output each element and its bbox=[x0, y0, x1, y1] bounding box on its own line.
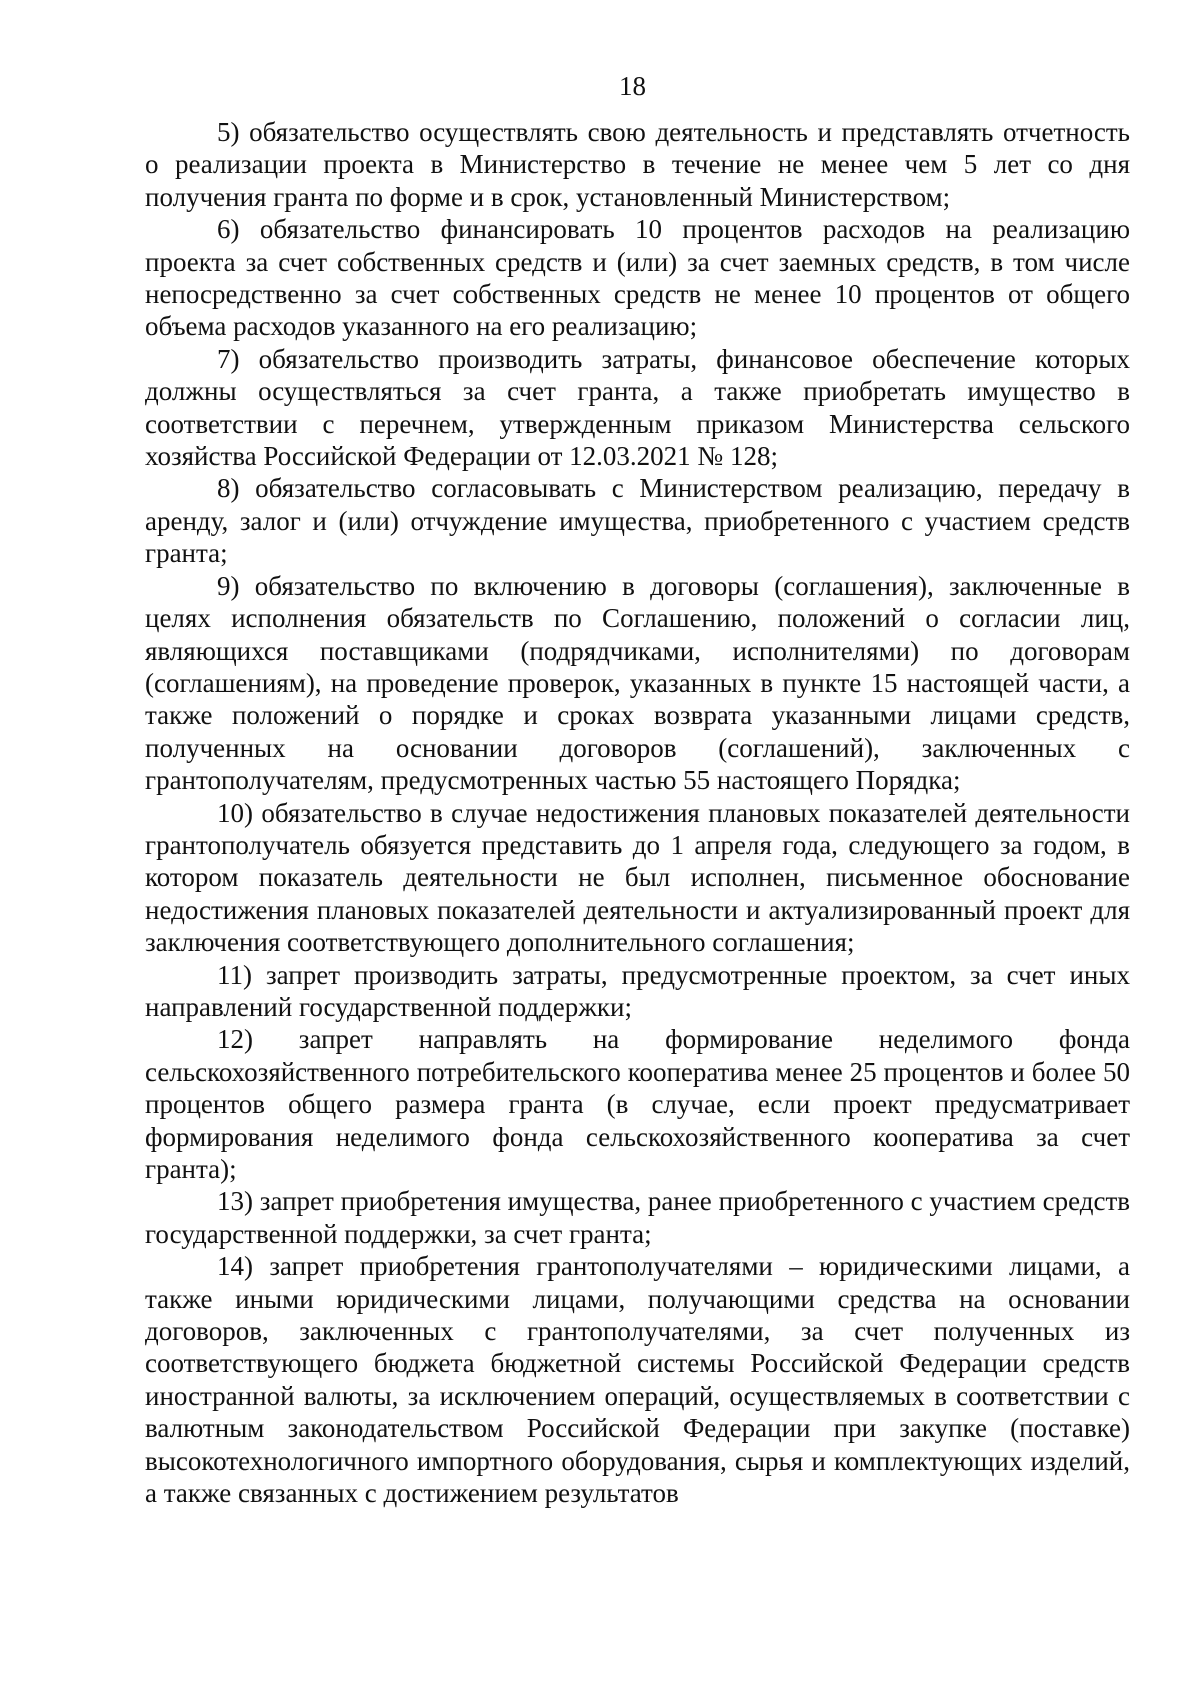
list-item-13: 13) запрет приобретения имущества, ранее приобретенного с участием средств государственной поддержки, за счет гранта; bbox=[145, 1186, 1130, 1249]
list-item-12: 12) запрет направлять на формирование неделимого фонда сельскохозяйственного потребительского кооператива менее 25 процентов и более 50 процентов общего размера гранта (в случае, если проект предусматривает формирования неделимого фонда сельскохозяйственного кооператива за счет гранта); bbox=[145, 1024, 1130, 1184]
list-item-5: 5) обязательство осуществлять свою деятельность и представлять отчетность о реализации проекта в Министерство в течение не менее чем 5 лет со дня получения гранта по форме и в срок, установленный Министерством; bbox=[145, 117, 1130, 212]
page-number: 18 bbox=[619, 71, 646, 101]
list-item-10: 10) обязательство в случае недостижения плановых показателей деятельности грантополучатель обязуется представить до 1 апреля года, следующего за годом, в котором показатель деятельности не был исполнен, письменное обоснование недостижения плановых показателей деятельности и актуализированный проект для заключения соответствующего дополнительного соглашения; bbox=[145, 797, 1130, 958]
list-item-11: 11) запрет производить затраты, предусмотренные проектом, за счет иных направлений государственной поддержки; bbox=[145, 959, 1130, 1022]
list-item-14: 14) запрет приобретения грантополучателями – юридическими лицами, а также иными юридическими лицами, получающими средства на основании договоров, заключенных с грантополучателями, за счет полученных из соответствующего бюджета бюджетной системы Российской Федерации средств иностранной валюты, за исключением операций, осуществляемых в соответствии с валютным законодательством Российской Федерации при закупке (поставке) высокотехнологичного импортного оборудования, сырья и комплектующих изделий, а также связанных с достижением результатов bbox=[145, 1251, 1130, 1509]
list-item-7: 7) обязательство производить затраты, финансовое обеспечение которых должны осуществляться за счет гранта, а также приобретать имущество в соответствии с перечнем, утвержденным приказом Министерства сельского хозяйства Российской Федерации от 12.03.2021 № 128; bbox=[145, 343, 1130, 472]
document-body bbox=[145, 116, 1130, 1509]
list-item-8: 8) обязательство согласовывать с Министерством реализацию, передачу в аренду, залог и (или) отчуждение имущества, приобретенного с участием средств гранта; bbox=[145, 473, 1130, 569]
list-item-9: 9) обязательство по включению в договоры (соглашения), заключенные в целях исполнения обязательств по Соглашению, положений о согласии лиц, являющихся поставщиками (подрядчиками, исполнителями) по договорам (соглашениям), на проведение проверок, указанных в пункте 15 настоящей части, а также положений о порядке и сроках возврата указанными лицами средств, полученных на основании договоров (соглашений), заключенных с грантополучателям, предусмотренных частью 55 настоящего Порядка; bbox=[145, 570, 1130, 796]
list-item-6: 6) обязательство финансировать 10 процентов расходов на реализацию проекта за счет собственных средств и (или) за счет заемных средств, в том числе непосредственно за счет собственных средств не менее 10 процентов от общего объема расходов указанного на его реализацию; bbox=[145, 214, 1130, 342]
